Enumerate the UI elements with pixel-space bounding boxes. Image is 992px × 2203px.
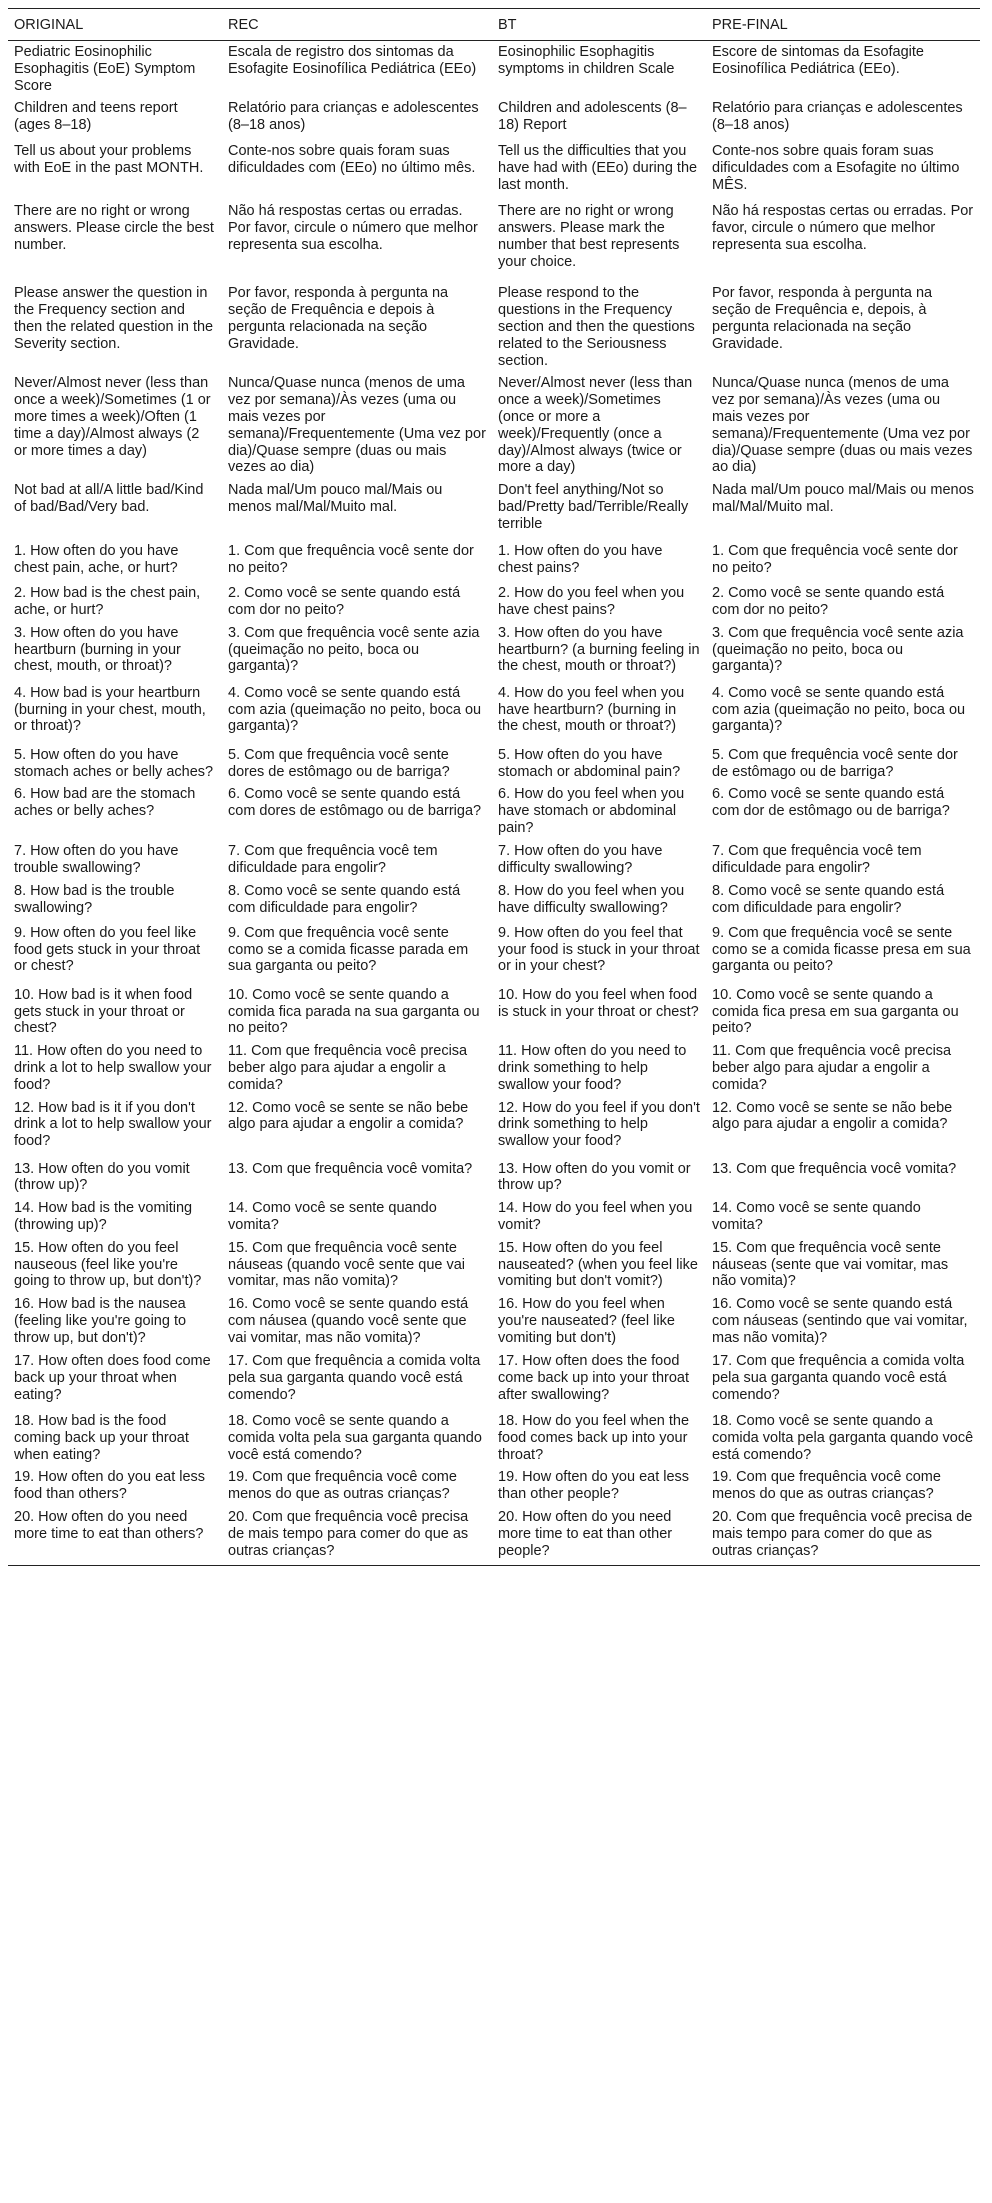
cell-bt: 6. How do you feel when you have stomach or abdominal pain? — [498, 786, 685, 836]
cell-original: 14. How bad is the vomiting (throwing up)? — [14, 1200, 193, 1233]
cell-pre-final: 2. Como você se sente quando está com dor no peito? — [712, 585, 945, 618]
cell-bt: Never/Almost never (less than once a week)/Sometimes (once or more a week)/Frequently (once a day)/Almost always (twice or more a day) — [498, 375, 693, 476]
cell-pre-final: 8. Como você se sente quando está com dificuldade para engolir? — [712, 882, 945, 916]
cell-original: 15. How often do you feel nauseous (feel like you're going to throw up, but don't)? — [14, 1239, 202, 1290]
cell-pre-final: 14. Como você se sente quando vomita? — [712, 1200, 921, 1233]
header-pre-final: PRE-FINAL — [706, 9, 980, 41]
table-row — [8, 200, 980, 282]
cell-original: 8. How bad is the trouble swallowing? — [14, 882, 175, 916]
table-row — [8, 1506, 980, 1566]
cell-pre-final: 19. Com que frequência você come menos do que as outras crianças? — [712, 1469, 941, 1503]
cell-rec: 5. Com que frequência você sente dores de estômago ou de barriga? — [228, 746, 450, 780]
cell-rec: Por favor, responda à pergunta na seção de Frequência e depois à pergunta relacionada na seção Gravidade. — [228, 285, 449, 352]
table-row — [8, 1197, 980, 1237]
cell-bt: 20. How often do you need more time to eat than other people? — [492, 1506, 706, 1566]
cell-bt: 14. How do you feel when you vomit? — [498, 1200, 693, 1233]
cell-rec: 6. Como você se sente quando está com dores de estômago ou de barriga? — [228, 786, 482, 820]
cell-pre-final: 4. Como você se sente quando está com azia (queimação no peito, boca ou garganta)? — [712, 684, 966, 735]
cell-rec: 8. Como você se sente quando está com dificuldade para engolir? — [228, 882, 461, 916]
cell-pre-final: 10. Como você se sente quando a comida fica presa em sua garganta ou peito? — [712, 986, 959, 1037]
table-row — [8, 41, 980, 98]
cell-original: Not bad at all/A little bad/Kind of bad/Bad/Very bad. — [14, 482, 204, 515]
cell-bt: 18. How do you feel when the food comes back up into your throat? — [498, 1413, 690, 1463]
translation-table — [8, 8, 980, 1566]
cell-pre-final: Por favor, responda à pergunta na seção de Frequência e, depois, à pergunta relacionada na seção Gravidade. — [712, 285, 933, 352]
cell-original: 12. How bad is it if you don't drink a lot to help swallow your food? — [14, 1099, 212, 1150]
cell-pre-final: Conte-nos sobre quais foram suas dificuldades com a Esofagite no último MÊS. — [712, 143, 960, 193]
cell-bt: 15. How often do you feel nauseated? (when you feel like vomiting but don't vomit?) — [498, 1239, 698, 1290]
cell-bt: Children and adolescents (8–18) Report — [498, 100, 687, 134]
cell-bt: 2. How do you feel when you have chest pains? — [498, 585, 685, 618]
cell-original: Never/Almost never (less than once a week)/Sometimes (1 or more times a week)/Often (1 time a day)/Almost always (2 or more times a day) — [14, 375, 211, 459]
cell-original: 5. How often do you have stomach aches or belly aches? — [14, 746, 214, 780]
cell-bt: 3. How often do you have heartburn? (a burning feeling in the chest, mouth or throat?) — [498, 624, 700, 675]
cell-rec: 2. Como você se sente quando está com dor no peito? — [228, 585, 461, 618]
cell-bt: Don't feel anything/Not so bad/Pretty bad/Terrible/Really terrible — [498, 482, 689, 532]
cell-bt: 17. How often does the food come back up into your throat after swallowing? — [498, 1353, 690, 1403]
cell-original: 18. How bad is the food coming back up your throat when eating? — [14, 1413, 189, 1463]
cell-rec: 13. Com que frequência você vomita? — [228, 1160, 473, 1177]
cell-pre-final: 3. Com que frequência você sente azia (queimação no peito, boca ou garganta)? — [712, 624, 964, 675]
cell-rec: 11. Com que frequência você precisa beber algo para ajudar a engolir a comida? — [228, 1043, 468, 1093]
header-bt: BT — [492, 9, 706, 41]
cell-pre-final: 13. Com que frequência você vomita? — [712, 1160, 957, 1177]
cell-rec: Conte-nos sobre quais foram suas dificuldades com (EEo) no último mês. — [228, 143, 476, 177]
cell-rec: 19. Com que frequência você come menos do que as outras crianças? — [228, 1469, 457, 1503]
table-body — [8, 41, 980, 1566]
cell-pre-final: 6. Como você se sente quando está com dor de estômago ou de barriga? — [712, 786, 950, 820]
cell-bt: 11. How often do you need to drink something to help swallow your food? — [498, 1043, 687, 1093]
cell-original: 6. How bad are the stomach aches or belly aches? — [14, 786, 196, 820]
cell-pre-final: Nunca/Quase nunca (menos de uma vez por semana)/Às vezes (uma ou mais vezes por semana)/Frequentemente (Uma vez por dia)/Quase sempre (duas ou mais vezes ao dia) — [712, 375, 973, 476]
cell-original: 4. How bad is your heartburn (burning in your chest, mouth, or throat)? — [14, 684, 206, 735]
cell-original: 13. How often do you vomit (throw up)? — [14, 1160, 190, 1194]
cell-bt: Tell us the difficulties that you have had with (EEo) during the last month. — [498, 143, 698, 193]
table-row — [8, 1350, 980, 1410]
cell-original: 16. How bad is the nausea (feeling like you're going to throw up, but don't)? — [14, 1296, 187, 1346]
cell-pre-final: 7. Com que frequência você tem dificuldade para engolir? — [712, 842, 922, 876]
cell-bt: 1. How often do you have chest pains? — [498, 543, 663, 576]
header-row — [8, 9, 980, 41]
cell-rec: 9. Com que frequência você sente como se a comida ficasse parada em sua garganta ou peito? — [228, 924, 469, 975]
cell-original: Pediatric Eosinophilic Esophagitis (EoE) Symptom Score — [14, 44, 196, 94]
table-row — [8, 372, 980, 479]
cell-rec: 20. Com que frequência você precisa de mais tempo para comer do que as outras crianças? — [222, 1506, 492, 1566]
header-rec: REC — [222, 9, 492, 41]
cell-original: 1. How often do you have chest pain, ache, or hurt? — [14, 543, 179, 576]
cell-bt: 10. How do you feel when food is stuck in your throat or chest? — [498, 986, 699, 1020]
cell-bt: 5. How often do you have stomach or abdominal pain? — [498, 746, 681, 780]
table-row — [8, 1466, 980, 1506]
cell-pre-final: Relatório para crianças e adolescentes (8–18 anos) — [712, 100, 963, 134]
cell-bt: 13. How often do you vomit or throw up? — [498, 1160, 691, 1194]
cell-original: 3. How often do you have heartburn (burning in your chest, mouth, or throat)? — [14, 624, 181, 675]
table-row — [8, 682, 980, 744]
cell-rec: 16. Como você se sente quando está com náusea (quando você sente que vai vomitar, mas não vomita)? — [228, 1296, 469, 1346]
cell-rec: 10. Como você se sente quando a comida fica parada na sua garganta ou no peito? — [228, 986, 480, 1037]
cell-pre-final: 11. Com que frequência você precisa beber algo para ajudar a engolir a comida? — [712, 1043, 952, 1093]
cell-rec: Relatório para crianças e adolescentes (8–18 anos) — [228, 100, 479, 134]
cell-original: 9. How often do you feel like food gets stuck in your throat or chest? — [14, 924, 201, 975]
cell-bt: 8. How do you feel when you have difficulty swallowing? — [498, 882, 685, 916]
table-row — [8, 1040, 980, 1096]
table-row — [8, 744, 980, 784]
cell-original: There are no right or wrong answers. Please circle the best number. — [14, 203, 214, 253]
cell-pre-final: 16. Como você se sente quando está com náuseas (sentindo que vai vomitar, mas não vomita)? — [712, 1296, 968, 1346]
cell-pre-final: 9. Com que frequência você se sente como se a comida ficasse presa em sua garganta ou peito? — [712, 924, 971, 975]
table-row — [8, 783, 980, 839]
cell-original: Tell us about your problems with EoE in the past MONTH. — [14, 143, 204, 177]
table-row — [8, 622, 980, 682]
cell-bt: 4. How do you feel when you have heartburn? (burning in the chest, mouth or throat?) — [498, 684, 685, 735]
cell-rec: Escala de registro dos sintomas da Esofagite Eosinofílica Pediátrica (EEo) — [228, 44, 477, 77]
cell-original: Please answer the question in the Frequency section and then the related question in the Severity section. — [14, 285, 214, 352]
table-row — [8, 840, 980, 880]
cell-rec: 12. Como você se sente se não bebe algo para ajudar a engolir a comida? — [228, 1099, 469, 1133]
cell-pre-final: 12. Como você se sente se não bebe algo para ajudar a engolir a comida? — [712, 1099, 953, 1133]
cell-rec: 1. Com que frequência você sente dor no peito? — [228, 543, 474, 576]
table-row — [8, 1237, 980, 1293]
table-row — [8, 922, 980, 984]
cell-pre-final: Escore de sintomas da Esofagite Eosinofílica Pediátrica (EEo). — [712, 44, 924, 77]
cell-rec: Não há respostas certas ou erradas. Por favor, circule o número que melhor representa sua escolha. — [228, 203, 478, 253]
cell-rec: Nada mal/Um pouco mal/Mais ou menos mal/Mal/Muito mal. — [228, 482, 443, 515]
cell-bt: Eosinophilic Esophagitis symptoms in children Scale — [498, 44, 675, 77]
table-row — [8, 984, 980, 1040]
cell-pre-final: 1. Com que frequência você sente dor no peito? — [712, 543, 958, 576]
cell-bt: 7. How often do you have difficulty swallowing? — [498, 842, 663, 876]
cell-pre-final: 17. Com que frequência a comida volta pela sua garganta quando você está comendo? — [712, 1353, 965, 1403]
table-row — [8, 97, 980, 140]
cell-pre-final: Nada mal/Um pouco mal/Mais ou menos mal/Mal/Muito mal. — [712, 482, 974, 515]
table-row — [8, 479, 980, 540]
table-header — [8, 9, 980, 41]
cell-original: 7. How often do you have trouble swallowing? — [14, 842, 179, 876]
table-row — [8, 1158, 980, 1198]
cell-rec: 7. Com que frequência você tem dificuldade para engolir? — [228, 842, 438, 876]
table-row — [8, 582, 980, 622]
cell-rec: 14. Como você se sente quando vomita? — [228, 1200, 437, 1233]
cell-bt: 9. How often do you feel that your food is stuck in your throat or in your chest? — [498, 924, 700, 975]
cell-pre-final: 15. Com que frequência você sente náuseas (sente que vai vomitar, mas não vomita)? — [712, 1239, 949, 1290]
cell-rec: 4. Como você se sente quando está com azia (queimação no peito, boca ou garganta)? — [228, 684, 482, 735]
table-row — [8, 282, 980, 372]
cell-bt: 19. How often do you eat less than other people? — [498, 1469, 690, 1503]
cell-original: 10. How bad is it when food gets stuck in your throat or chest? — [14, 986, 193, 1037]
cell-bt: Please respond to the questions in the Frequency section and then the questions related to the Seriousness section. — [498, 285, 695, 369]
table-row — [8, 140, 980, 200]
table-row — [8, 540, 980, 582]
cell-original: 20. How often do you need more time to eat than others? — [8, 1506, 222, 1566]
cell-rec: 15. Com que frequência você sente náuseas (quando você sente que vai vomitar, mas não vomita)? — [228, 1239, 466, 1290]
cell-pre-final: 20. Com que frequência você precisa de mais tempo para comer do que as outras crianças? — [706, 1506, 980, 1566]
table-row — [8, 1293, 980, 1350]
cell-bt: 16. How do you feel when you're nauseated? (feel like vomiting but don't) — [498, 1296, 675, 1346]
cell-bt: There are no right or wrong answers. Please mark the number that best represents your choice. — [498, 203, 680, 270]
cell-pre-final: 18. Como você se sente quando a comida volta pela garganta quando você está comendo? — [712, 1413, 974, 1463]
table-row — [8, 1410, 980, 1466]
cell-rec: 18. Como você se sente quando a comida volta pela sua garganta quando você está comendo? — [228, 1413, 482, 1463]
cell-rec: 3. Com que frequência você sente azia (queimação no peito, boca ou garganta)? — [228, 624, 480, 675]
cell-rec: Nunca/Quase nunca (menos de uma vez por semana)/Às vezes (uma ou mais vezes por semana)/Frequentemente (Uma vez por dia)/Quase sempre (duas ou mais vezes ao dia) — [228, 375, 486, 476]
cell-original: 17. How often does food come back up your throat when eating? — [14, 1353, 211, 1403]
cell-rec: 17. Com que frequência a comida volta pela sua garganta quando você está comendo? — [228, 1353, 481, 1403]
cell-bt: 12. How do you feel if you don't drink something to help swallow your food? — [498, 1099, 700, 1150]
cell-original: 2. How bad is the chest pain, ache, or hurt? — [14, 585, 201, 618]
header-original: ORIGINAL — [8, 9, 222, 41]
cell-pre-final: Não há respostas certas ou erradas. Por favor, circule o número que melhor representa sua escolha. — [712, 203, 974, 253]
table-row — [8, 880, 980, 922]
table-row — [8, 1097, 980, 1158]
cell-original: 11. How often do you need to drink a lot to help swallow your food? — [14, 1043, 212, 1093]
cell-original: 19. How often do you eat less food than others? — [14, 1469, 206, 1503]
cell-pre-final: 5. Com que frequência você sente dor de estômago ou de barriga? — [712, 746, 958, 780]
cell-original: Children and teens report (ages 8–18) — [14, 100, 178, 134]
